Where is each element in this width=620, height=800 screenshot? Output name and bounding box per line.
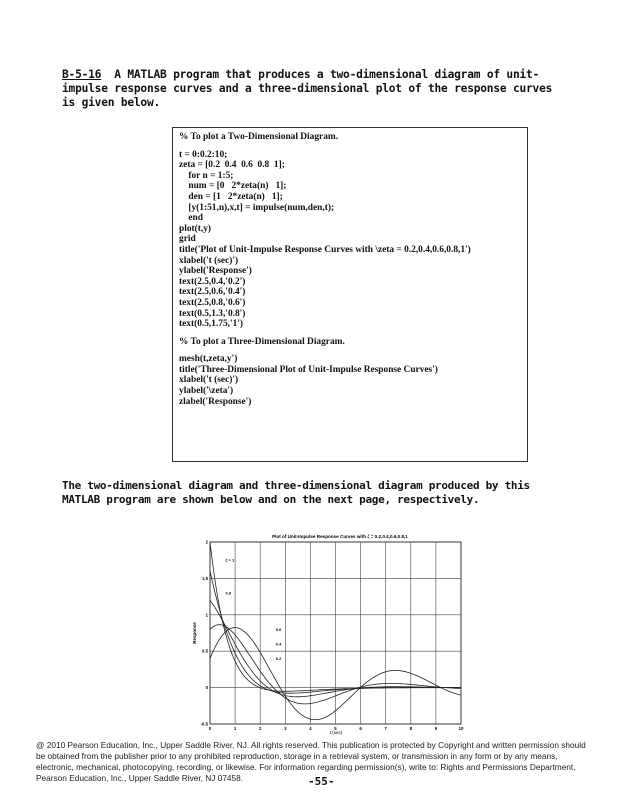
code-line <box>179 330 521 337</box>
code-line: grid <box>179 234 196 245</box>
x-tick-label: 8 <box>409 726 412 731</box>
code-line: end <box>179 213 203 224</box>
curve-annotation: 0.4 <box>275 641 282 647</box>
code-line: plot(t,y) <box>179 223 212 234</box>
curve-annotation: 0.6 <box>275 626 282 632</box>
code-line: [y(1:51,n),x,t] = impulse(num,den,t); <box>179 202 335 213</box>
code-line: for n = 1:5; <box>179 170 234 181</box>
x-tick-label: 1 <box>233 726 237 731</box>
matlab-code-box <box>172 127 528 462</box>
x-tick-label: 7 <box>384 726 387 731</box>
problem-intro <box>62 68 562 110</box>
y-tick-label: 0 <box>205 685 208 691</box>
y-tick-label: 0.5 <box>202 648 208 654</box>
figure-title: Plot of Unit-Impulse Response Curves with ζ = 0.2,0.4,0.6,0.8,1 <box>272 534 408 539</box>
x-tick-label: 4 <box>309 726 312 731</box>
code-line: text(2.5,0.8,'0.6') <box>179 297 246 308</box>
code-line: xlabel('t (sec)') <box>179 375 239 386</box>
code-line: title('Plot of Unit-Impulse Response Curves with \zeta = 0.2,0.4,0.6,0.8,1') <box>179 244 471 255</box>
code-line: text(0.5,1.75,'1') <box>179 319 244 330</box>
code-line: t = 0:0.2:10; <box>179 149 228 160</box>
code-line: text(2.5,0.4,'0.2') <box>179 276 246 287</box>
x-tick-label: 2 <box>259 726 262 731</box>
x-tick-label: 9 <box>434 726 438 731</box>
plot-grid <box>210 542 461 724</box>
x-tick-label: 6 <box>359 726 362 731</box>
page-number: -55- <box>308 775 335 788</box>
y-axis-label: Response <box>192 622 197 644</box>
code-line: title('Three-Dimensional Plot of Unit-Impulse Response Curves') <box>179 364 438 375</box>
code-line: mesh(t,zeta,y') <box>179 354 238 365</box>
y-tick-label: 2 <box>205 539 208 545</box>
code-line: ylabel('\zeta') <box>179 386 234 397</box>
curve-annotation: 0.2 <box>275 655 282 661</box>
impulse-response-plot <box>190 530 482 748</box>
curve-annotation: ζ = 1 <box>225 557 235 563</box>
problem-intro-text: A MATLAB program that produces a two-dimensional diagram of unit-impulse response curves and a three-dimensional plot of the response curves is given below. <box>62 68 559 109</box>
problem-number: B-5-16 <box>62 68 102 81</box>
code-line: text(2.5,0.6,'0.4') <box>179 287 246 298</box>
impulse-response-figure <box>190 530 482 748</box>
curve-annotation: 0.8 <box>225 590 232 596</box>
code-line: text(0.5,1.3,'0.8') <box>179 308 246 319</box>
x-tick-label: 0 <box>208 726 212 731</box>
code-line: ylabel('Response') <box>179 266 252 277</box>
x-tick-label: 5 <box>334 726 337 731</box>
code-line: num = [0 2*zeta(n) 1]; <box>179 181 287 192</box>
x-axis-label: t (sec) <box>329 730 343 735</box>
code-line: zeta = [0.2 0.4 0.6 0.8 1]; <box>179 160 285 171</box>
code-line <box>179 143 521 150</box>
y-tick-label: 1 <box>205 612 208 618</box>
code-line: xlabel('t (sec)') <box>179 255 239 266</box>
y-tick-labels <box>201 540 209 727</box>
curve-annotations <box>226 558 283 661</box>
y-tick-label: 1.5 <box>202 575 208 581</box>
copyright-footer: @ 2010 Pearson Education, Inc., Upper Saddle River, NJ. All rights reserved. This publication is protected by Copyright and written permission should be obtained from the publisher prior to any prohibited reproduction, storage in a retrieval system, or transmission in any form or by any means, electronic, mechanical, photocopying, recording, or likewise. For information regarding permission(s), write to: Rights and Permissions Department, Pearson Education, Inc., Upper Saddle River, NJ 07458. <box>36 740 586 783</box>
y-tick-label: -0.5 <box>200 721 208 727</box>
code-line: zlabel('Response') <box>179 396 252 407</box>
outro-text: The two-dimensional diagram and three-dimensional diagram produced by this MATLAB program are shown below and on the next page, respectively. <box>62 479 537 506</box>
code-line: % To plot a Two-Dimensional Diagram. <box>179 132 339 142</box>
x-tick-label: 10 <box>458 726 464 731</box>
code-line: den = [1 2*zeta(n) 1]; <box>179 191 283 202</box>
x-tick-label: 3 <box>284 726 287 731</box>
code-line: % To plot a Three-Dimensional Diagram. <box>179 336 345 347</box>
